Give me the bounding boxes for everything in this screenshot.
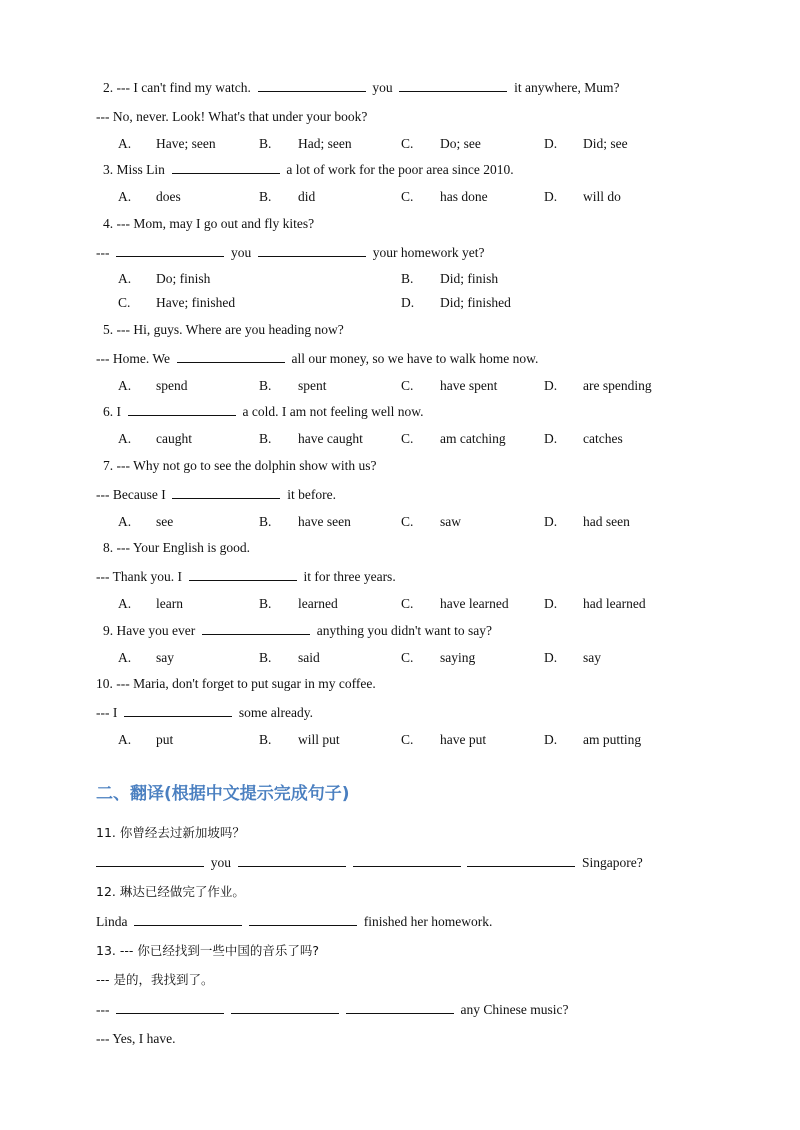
- option-letter[interactable]: D.: [544, 136, 558, 151]
- option-text[interactable]: will do: [583, 189, 621, 204]
- answer-blank[interactable]: [128, 403, 236, 416]
- option-letter[interactable]: C.: [401, 596, 414, 611]
- option-letter[interactable]: C.: [118, 295, 131, 310]
- option-text[interactable]: am putting: [583, 732, 642, 747]
- option-letter[interactable]: B.: [259, 378, 272, 393]
- q4-stem: 4. --- Mom, may I go out and fly kites?: [103, 216, 315, 231]
- option-text[interactable]: will put: [298, 732, 340, 747]
- option-letter[interactable]: D.: [544, 732, 558, 747]
- answer-blank[interactable]: [116, 244, 224, 257]
- answer-blank[interactable]: [172, 161, 280, 174]
- answer-blank[interactable]: [353, 854, 461, 867]
- q10-stem: 10. --- Maria, don't forget to put sugar in my coffee.: [96, 676, 376, 691]
- option-letter[interactable]: B.: [259, 732, 272, 747]
- option-letter[interactable]: B.: [401, 271, 414, 286]
- option-text[interactable]: has done: [440, 189, 488, 204]
- option-text[interactable]: have learned: [440, 596, 509, 611]
- q8-stem: 8. --- Your English is good.: [103, 540, 251, 555]
- q6-stem: 6. I a cold. I am not feeling well now.: [103, 404, 424, 419]
- section-title: 二、翻译(根据中文提示完成句子): [96, 784, 350, 804]
- q13-reply: --- Yes, I have.: [96, 1031, 176, 1046]
- option-text[interactable]: saying: [440, 650, 476, 665]
- option-text[interactable]: Do; see: [440, 136, 481, 151]
- answer-blank[interactable]: [258, 244, 366, 257]
- option-text[interactable]: saw: [440, 514, 461, 529]
- option-text[interactable]: Have; finished: [156, 295, 236, 310]
- option-letter[interactable]: A.: [118, 378, 132, 393]
- answer-blank[interactable]: [249, 913, 357, 926]
- option-letter[interactable]: D.: [544, 650, 558, 665]
- option-text[interactable]: spend: [156, 378, 188, 393]
- q10-reply: --- I some already.: [96, 705, 313, 720]
- q3-stem: 3. Miss Lin a lot of work for the poor area since 2010.: [103, 162, 514, 177]
- q2-stem: 2. --- I can't find my watch. you it anywhere, Mum?: [103, 80, 620, 95]
- answer-blank[interactable]: [346, 1001, 454, 1014]
- answer-blank[interactable]: [231, 1001, 339, 1014]
- option-letter[interactable]: B.: [259, 189, 272, 204]
- option-text[interactable]: have seen: [298, 514, 351, 529]
- option-text[interactable]: spent: [298, 378, 327, 393]
- q5-reply: --- Home. We all our money, so we have to walk home now.: [96, 351, 539, 366]
- option-text[interactable]: see: [156, 514, 174, 529]
- option-text[interactable]: does: [156, 189, 181, 204]
- option-text[interactable]: said: [298, 650, 320, 665]
- q12-answer-line: Linda finished her homework.: [96, 914, 493, 929]
- option-letter[interactable]: C.: [401, 650, 414, 665]
- q12-chinese: 12. 琳达已经做完了作业。: [96, 884, 245, 899]
- option-letter[interactable]: C.: [401, 514, 414, 529]
- option-letter[interactable]: A.: [118, 271, 132, 286]
- option-letter[interactable]: C.: [401, 378, 414, 393]
- answer-blank[interactable]: [172, 486, 280, 499]
- answer-blank[interactable]: [202, 622, 310, 635]
- q7-stem: 7. --- Why not go to see the dolphin show with us?: [103, 458, 377, 473]
- option-letter[interactable]: A.: [118, 732, 132, 747]
- option-text[interactable]: have caught: [298, 431, 363, 446]
- option-text[interactable]: say: [583, 650, 601, 665]
- option-text[interactable]: Do; finish: [156, 271, 211, 286]
- option-letter[interactable]: C.: [401, 136, 414, 151]
- option-letter[interactable]: D.: [544, 378, 558, 393]
- option-letter[interactable]: B.: [259, 514, 272, 529]
- answer-blank[interactable]: [134, 913, 242, 926]
- option-letter[interactable]: D.: [544, 596, 558, 611]
- option-letter[interactable]: C.: [401, 431, 414, 446]
- answer-blank[interactable]: [189, 568, 297, 581]
- option-text[interactable]: put: [156, 732, 174, 747]
- option-letter[interactable]: D.: [544, 189, 558, 204]
- option-letter[interactable]: B.: [259, 596, 272, 611]
- option-letter[interactable]: A.: [118, 136, 132, 151]
- option-text[interactable]: Did; see: [583, 136, 628, 151]
- option-letter[interactable]: A.: [118, 514, 132, 529]
- option-text[interactable]: have put: [440, 732, 487, 747]
- option-text[interactable]: are spending: [583, 378, 652, 393]
- option-text[interactable]: have spent: [440, 378, 498, 393]
- q8-reply: --- Thank you. I it for three years.: [96, 569, 396, 584]
- option-letter[interactable]: C.: [401, 189, 414, 204]
- q2-reply: --- No, never. Look! What's that under your book?: [96, 109, 368, 124]
- option-text[interactable]: Had; seen: [298, 136, 352, 151]
- answer-blank[interactable]: [96, 854, 204, 867]
- option-letter[interactable]: D.: [544, 514, 558, 529]
- option-text[interactable]: had learned: [583, 596, 646, 611]
- q7-reply: --- Because I it before.: [96, 487, 336, 502]
- answer-blank[interactable]: [177, 350, 285, 363]
- option-letter[interactable]: B.: [259, 431, 272, 446]
- q5-stem: 5. --- Hi, guys. Where are you heading now?: [103, 322, 344, 337]
- option-letter[interactable]: D.: [401, 295, 415, 310]
- q11-answer-line: you Singapore?: [96, 854, 643, 872]
- answer-blank[interactable]: [124, 704, 232, 717]
- option-text[interactable]: learned: [298, 596, 338, 611]
- answer-blank[interactable]: [116, 1001, 224, 1014]
- option-letter[interactable]: B.: [259, 650, 272, 665]
- option-text[interactable]: am catching: [440, 431, 506, 446]
- option-letter[interactable]: A.: [118, 596, 132, 611]
- option-text[interactable]: learn: [156, 596, 183, 611]
- option-text[interactable]: Did; finish: [440, 271, 499, 286]
- answer-blank[interactable]: [238, 854, 346, 867]
- q13-chinese-reply: --- 是的，我找到了。: [96, 972, 214, 987]
- option-text[interactable]: Did; finished: [440, 295, 511, 310]
- option-letter[interactable]: D.: [544, 431, 558, 446]
- option-letter[interactable]: A.: [118, 189, 132, 204]
- option-text[interactable]: did: [298, 189, 316, 204]
- option-letter[interactable]: C.: [401, 732, 414, 747]
- answer-blank[interactable]: [467, 854, 575, 867]
- answer-blank[interactable]: [399, 79, 507, 92]
- option-text[interactable]: caught: [156, 431, 192, 446]
- q4-reply: --- you your homework yet?: [96, 245, 485, 260]
- q13-chinese: 13. --- 你已经找到一些中国的音乐了吗?: [96, 943, 319, 958]
- q9-stem: 9. Have you ever anything you didn't want to say?: [103, 623, 493, 638]
- option-text[interactable]: catches: [583, 431, 623, 446]
- q11-chinese: 11. 你曾经去过新加坡吗？: [96, 825, 245, 840]
- answer-blank[interactable]: [258, 79, 366, 92]
- option-text[interactable]: Have; seen: [156, 136, 216, 151]
- option-letter[interactable]: A.: [118, 431, 132, 446]
- q13-answer-line: --- any Chinese music?: [96, 1002, 569, 1017]
- option-letter[interactable]: B.: [259, 136, 272, 151]
- option-text[interactable]: had seen: [583, 514, 630, 529]
- option-text[interactable]: say: [156, 650, 174, 665]
- option-letter[interactable]: A.: [118, 650, 132, 665]
